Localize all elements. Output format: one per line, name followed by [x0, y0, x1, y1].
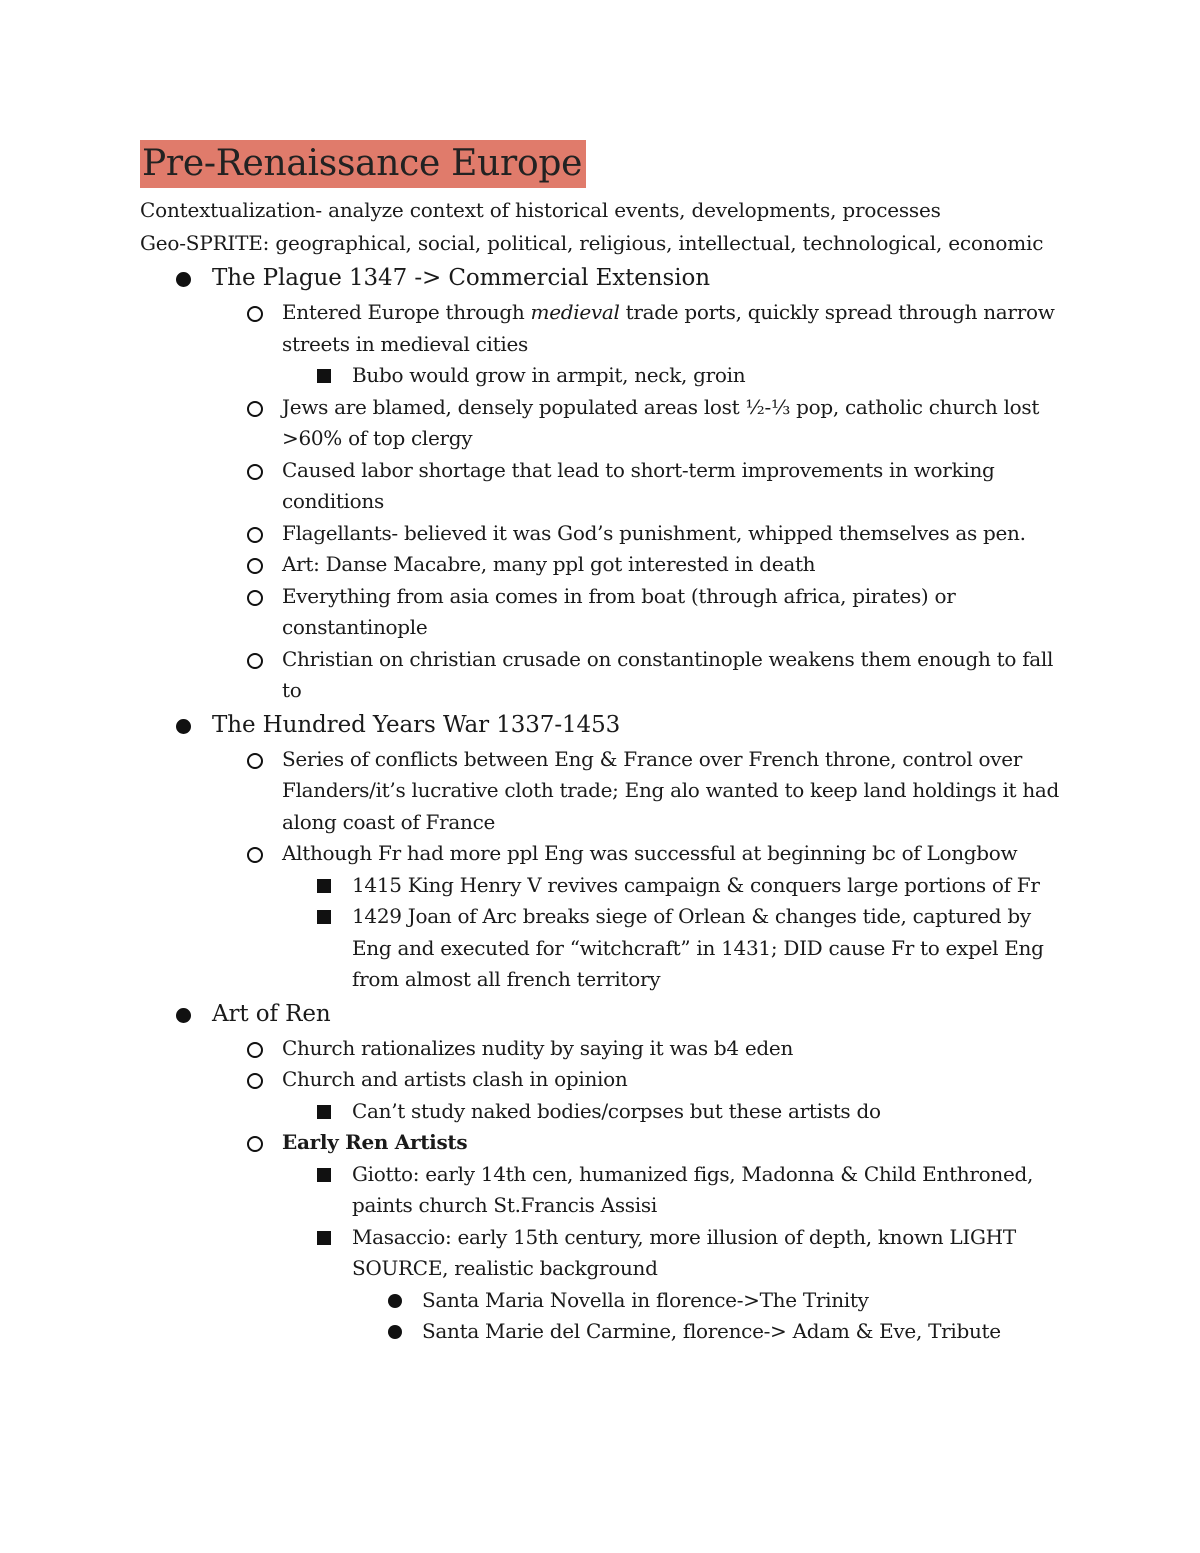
list-item-text: Masaccio: early 15th century, more illusion of depth, known LIGHT SOURCE, realistic background — [352, 1224, 1016, 1280]
list-item-text: 1415 King Henry V revives campaign & conquers large portions of Fr — [352, 872, 1040, 897]
list-item — [282, 360, 1060, 392]
intro-line-2: Geo-SPRITE: geographical, social, political, religious, intellectual, technological, economic — [140, 231, 1044, 255]
list-item — [211, 392, 1060, 455]
list-item-text: Series of conflicts between Eng & France over French throne, control over Flanders/it’s lucrative cloth trade; Eng alo wanted to keep land holdings it had along coast of France — [282, 746, 1060, 834]
list-item — [282, 1159, 1060, 1222]
list-item — [352, 1285, 1060, 1317]
list-item-text: Santa Marie del Carmine, florence-> Adam & Eve, Tribute — [422, 1319, 1001, 1343]
list-item — [211, 838, 1060, 996]
list-item-text: Flagellants- believed it was God’s punishment, whipped themselves as pen. — [282, 520, 1026, 545]
document-body — [140, 140, 1060, 1348]
list-item-text: Although Fr had more ppl Eng was successful at beginning bc of Longbow — [282, 841, 1018, 865]
list-item — [282, 1222, 1060, 1348]
list-item — [211, 644, 1060, 707]
list-item — [211, 1033, 1060, 1065]
section-heading: The Hundred Years War 1337-1453 — [212, 711, 621, 738]
list-item — [282, 870, 1060, 902]
list-item-text: Jews are blamed, densely populated areas lost ½-⅓ pop, catholic church lost >60% of top clergy — [282, 394, 1040, 450]
sub-list — [352, 1285, 1060, 1348]
list-item — [211, 1064, 1060, 1127]
list-item — [211, 581, 1060, 644]
intro-line-1: Contextualization- analyze context of historical events, developments, processes — [140, 198, 941, 222]
sub-list — [211, 1033, 1060, 1348]
list-item-text: Bubo would grow in armpit, neck, groin — [352, 363, 746, 387]
list-item — [352, 1316, 1060, 1348]
list-item — [211, 744, 1060, 839]
list-item — [282, 901, 1060, 996]
list-item-text: Everything from asia comes in from boat (through africa, pirates) or constantinople — [282, 583, 956, 639]
list-item — [211, 518, 1060, 550]
sub-list — [211, 744, 1060, 996]
list-item-text: Church rationalizes nudity by saying it was b4 eden — [282, 1035, 794, 1060]
bold-text: Early Ren Artists — [282, 1130, 468, 1154]
text-run: Entered Europe through — [282, 300, 531, 324]
list-item — [211, 1127, 1060, 1348]
outline-list — [140, 260, 1060, 1348]
list-item — [211, 549, 1060, 581]
list-item-text: Santa Maria Novella in florence->The Trinity — [422, 1287, 869, 1312]
list-item — [282, 1096, 1060, 1128]
list-item-text: Can’t study naked bodies/corpses but these artists do — [352, 1098, 881, 1123]
list-item — [140, 260, 1060, 707]
sub-list — [282, 1096, 1060, 1128]
list-item — [211, 455, 1060, 518]
sub-list — [282, 1159, 1060, 1348]
list-item — [140, 707, 1060, 996]
list-item — [211, 297, 1060, 392]
emphasis-text: medieval — [530, 300, 620, 324]
text-run: trade ports, quickly spread through narrow streets in medieval cities — [282, 300, 1055, 356]
list-item-text: Church and artists clash in opinion — [282, 1067, 628, 1091]
list-item-text: Caused labor shortage that lead to short-term improvements in working conditions — [282, 457, 995, 513]
sub-list — [211, 297, 1060, 707]
list-item — [140, 996, 1060, 1348]
list-item-text — [282, 1127, 1060, 1159]
list-item-text: 1429 Joan of Arc breaks siege of Orlean & changes tide, captured by Eng and executed for “witchcraft” in 1431; DID cause Fr to expel Eng from almost all french territory — [352, 904, 1044, 991]
list-item-text: Christian on christian crusade on constantinople weakens them enough to fall to — [282, 646, 1054, 702]
list-item-text: Giotto: early 14th cen, humanized figs, Madonna & Child Enthroned, paints church St.Francis Assisi — [352, 1161, 1034, 1217]
sub-list — [282, 870, 1060, 996]
list-item-text: Art: Danse Macabre, many ppl got interested in death — [282, 552, 816, 576]
page-title: Pre-Renaissance Europe — [140, 140, 586, 188]
list-item-text — [282, 297, 1060, 360]
section-heading: The Plague 1347 -> Commercial Extension — [212, 265, 710, 291]
sub-list — [282, 360, 1060, 392]
section-heading: Art of Ren — [212, 1000, 331, 1027]
